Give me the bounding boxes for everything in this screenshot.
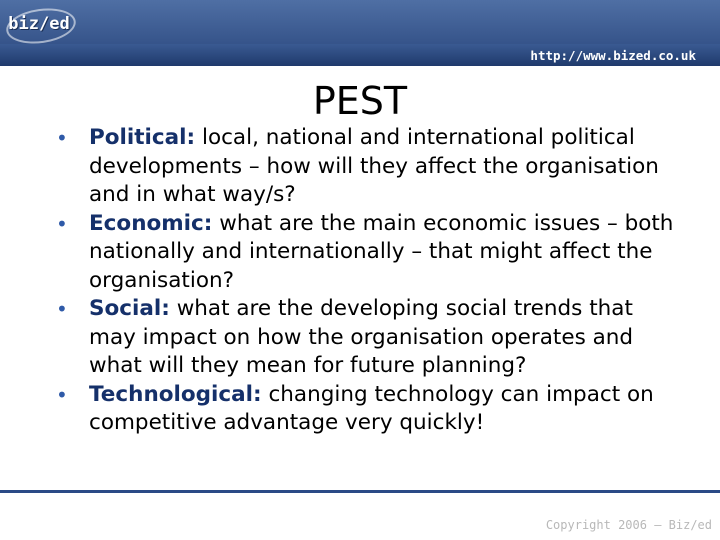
bullet-text: what are the developing social trends that may impact on how the organisation operates and what will they mean for future planning? [89, 296, 634, 378]
bullet-social [56, 295, 676, 381]
bullet-dot-icon: • [56, 297, 68, 321]
logo-text: biz/ed [8, 14, 70, 34]
bullet-list [56, 124, 676, 438]
bullet-term: Political: [89, 125, 196, 150]
site-url: http://www.bized.co.uk [530, 48, 696, 63]
bullet-dot-icon: • [56, 382, 68, 407]
slide-title-text: PEST [312, 79, 408, 123]
bullet-text: changing technology can impact on competitive advantage very quickly! [89, 381, 654, 435]
bullet-technological [56, 381, 676, 438]
bullet-text: what are the main economic issues – both nationally and internationally – that might affect the organisation? [89, 210, 674, 293]
copyright-notice: Copyright 2006 – Biz/ed [545, 518, 712, 532]
footer-divider [0, 490, 720, 493]
bullet-term: Economic: [89, 210, 213, 236]
bullet-economic [56, 210, 676, 296]
bullet-dot-icon: • [56, 211, 68, 236]
bullet-term: Technological: [89, 381, 262, 407]
bullet-dot-icon: • [56, 126, 68, 150]
slide-title [0, 78, 720, 124]
bullet-text: local, national and international political developments – how will they affect the organisation and in what way/s? [89, 125, 659, 207]
bullet-term: Social: [89, 296, 170, 321]
bized-logo [4, 8, 74, 40]
bullet-political [56, 124, 676, 210]
header-banner [0, 0, 720, 66]
